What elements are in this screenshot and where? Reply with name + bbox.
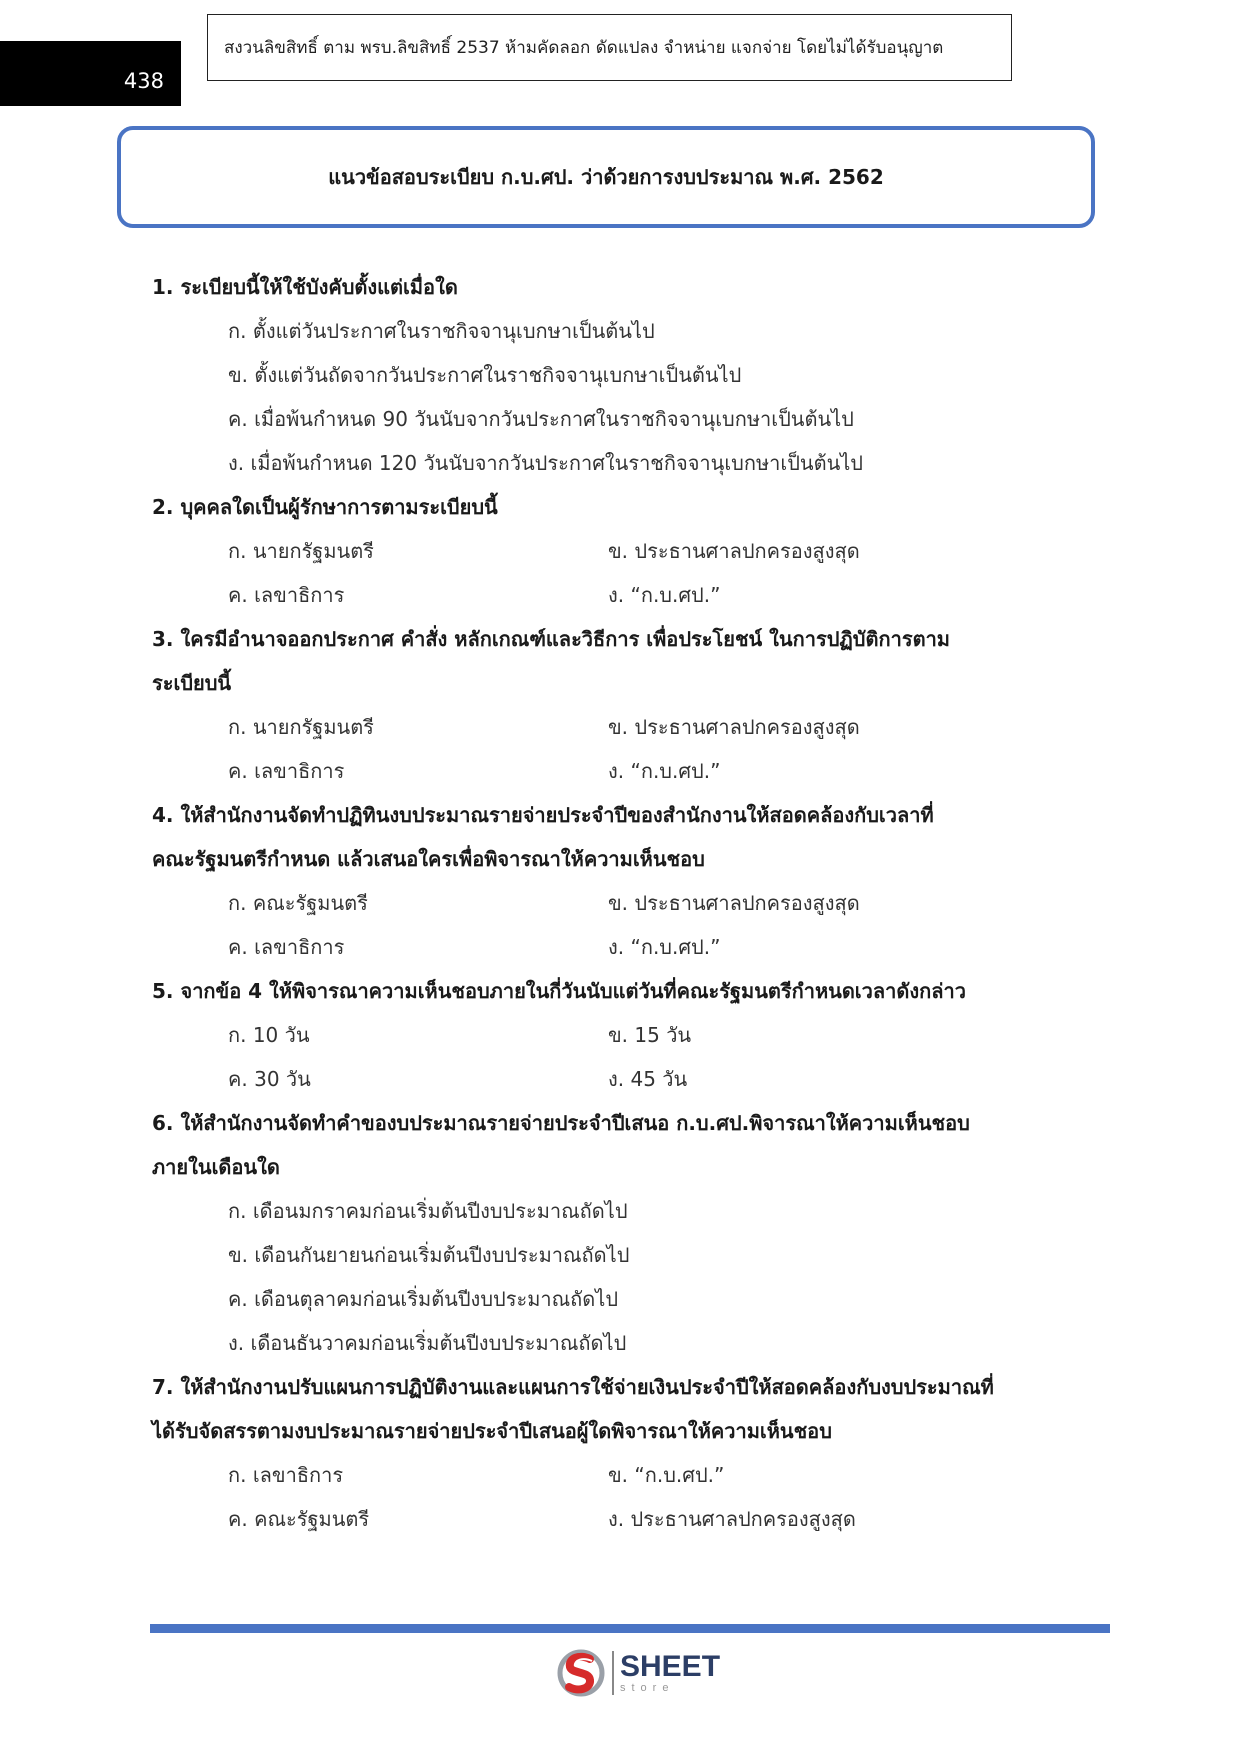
option-a: ก. นายกรัฐมนตรี (228, 539, 374, 563)
option-b: ข. เดือนกันยายนก่อนเริ่มต้นปีงบประมาณถัดไป (228, 1243, 630, 1267)
option-c: ค. เดือนตุลาคมก่อนเริ่มต้นปีงบประมาณถัดไป (228, 1287, 619, 1311)
option-d: ง. ประธานศาลปกครองสูงสุด (608, 1507, 856, 1531)
page-title: แนวข้อสอบระเบียบ ก.บ.ศป. ว่าด้วยการงบประมาณ พ.ศ. 2562 (328, 165, 884, 189)
question-text: 6. ให้สำนักงานจัดทำคำของบประมาณรายจ่ายประจำปีเสนอ ก.บ.ศป.พิจารณาให้ความเห็นชอบ (152, 1111, 970, 1135)
option-c: ค. เลขาธิการ (228, 759, 345, 783)
option-d: ง. เดือนธันวาคมก่อนเริ่มต้นปีงบประมาณถัดไป (228, 1331, 627, 1355)
question-text: 1. ระเบียบนี้ให้ใช้บังคับตั้งแต่เมื่อใด (152, 275, 458, 299)
page-number: 438 (123, 68, 164, 93)
question-text-cont: ได้รับจัดสรรตามงบประมาณรายจ่ายประจำปีเสนอผู้ใดพิจารณาให้ความเห็นชอบ (152, 1419, 832, 1443)
question-text: 2. บุคคลใดเป็นผู้รักษาการตามระเบียบนี้ (152, 495, 498, 519)
logo-sub-text: store (620, 1682, 675, 1694)
question-3 (152, 617, 1102, 793)
option-c: ค. 30 วัน (228, 1067, 311, 1091)
option-d: ง. “ก.บ.ศป.” (608, 935, 721, 959)
option-a: ก. 10 วัน (228, 1023, 310, 1047)
option-row (152, 1497, 1102, 1541)
option-row (152, 529, 1102, 573)
copyright-text: สงวนลิขสิทธิ์ ตาม พรบ.ลิขสิทธิ์ 2537 ห้ามคัดลอก ดัดแปลง จำหน่าย แจกจ่าย โดยไม่ได้รับอนุญาต (224, 38, 944, 58)
option-b: ข. 15 วัน (608, 1023, 692, 1047)
option-c: ค. เลขาธิการ (228, 583, 345, 607)
option-row (152, 573, 1102, 617)
question-text: 7. ให้สำนักงานปรับแผนการปฏิบัติงานและแผนการใช้จ่ายเงินประจำปีให้สอดคล้องกับงบประมาณที่ (152, 1375, 994, 1399)
logo-wordmark (620, 1652, 720, 1694)
sheet-store-logo-icon (556, 1646, 608, 1700)
option-c: ค. คณะรัฐมนตรี (228, 1507, 370, 1531)
question-6 (152, 1101, 1102, 1365)
option-row (152, 705, 1102, 749)
title-box (117, 126, 1095, 228)
logo-separator (612, 1651, 614, 1695)
question-text: 5. จากข้อ 4 ให้พิจารณาความเห็นชอบภายในกี่วันนับแต่วันที่คณะรัฐมนตรีกำหนดเวลาดังกล่าว (152, 979, 966, 1003)
question-list (152, 265, 1102, 1541)
option-c: ค. เมื่อพ้นกำหนด 90 วันนับจากวันประกาศในราชกิจจานุเบกษาเป็นต้นไป (228, 407, 854, 431)
option-a: ก. นายกรัฐมนตรี (228, 715, 374, 739)
option-d: ง. “ก.บ.ศป.” (608, 583, 721, 607)
option-d: ง. เมื่อพ้นกำหนด 120 วันนับจากวันประกาศในราชกิจจานุเบกษาเป็นต้นไป (228, 451, 863, 475)
option-a: ก. เลขาธิการ (228, 1463, 344, 1487)
option-c: ค. เลขาธิการ (228, 935, 345, 959)
question-text: 4. ให้สำนักงานจัดทำปฏิทินงบประมาณรายจ่ายประจำปีของสำนักงานให้สอดคล้องกับเวลาที่ (152, 803, 934, 827)
logo-brand-text: SHEET (620, 1650, 721, 1683)
option-a: ก. เดือนมกราคมก่อนเริ่มต้นปีงบประมาณถัดไป (228, 1199, 628, 1223)
question-text-cont: ภายในเดือนใด (152, 1155, 280, 1179)
option-b: ข. ตั้งแต่วันถัดจากวันประกาศในราชกิจจานุเบกษาเป็นต้นไป (228, 363, 742, 387)
question-text-cont: คณะรัฐมนตรีกำหนด แล้วเสนอใครเพื่อพิจารณาให้ความเห็นชอบ (152, 847, 705, 871)
option-b: ข. ประธานศาลปกครองสูงสุด (608, 539, 860, 563)
option-d: ง. “ก.บ.ศป.” (608, 759, 721, 783)
option-d: ง. 45 วัน (608, 1067, 688, 1091)
sheet-store-logo (556, 1645, 726, 1701)
question-4 (152, 793, 1102, 969)
option-row (152, 1057, 1102, 1101)
option-row (152, 1013, 1102, 1057)
option-b: ข. ประธานศาลปกครองสูงสุด (608, 891, 860, 915)
question-7 (152, 1365, 1102, 1541)
page-number-tab (0, 41, 181, 106)
option-row (152, 1453, 1102, 1497)
question-5 (152, 969, 1102, 1101)
option-row (152, 749, 1102, 793)
option-a: ก. คณะรัฐมนตรี (228, 891, 368, 915)
question-2 (152, 485, 1102, 617)
option-row (152, 881, 1102, 925)
option-row (152, 925, 1102, 969)
question-text: 3. ใครมีอำนาจออกประกาศ คำสั่ง หลักเกณฑ์และวิธีการ เพื่อประโยชน์ ในการปฏิบัติการตาม (152, 627, 950, 651)
question-text-cont: ระเบียบนี้ (152, 671, 232, 695)
question-1 (152, 265, 1102, 485)
copyright-notice (207, 14, 1012, 81)
option-a: ก. ตั้งแต่วันประกาศในราชกิจจานุเบกษาเป็นต้นไป (228, 319, 655, 343)
footer-divider (150, 1624, 1110, 1633)
option-b: ข. ประธานศาลปกครองสูงสุด (608, 715, 860, 739)
option-b: ข. “ก.บ.ศป.” (608, 1463, 725, 1487)
